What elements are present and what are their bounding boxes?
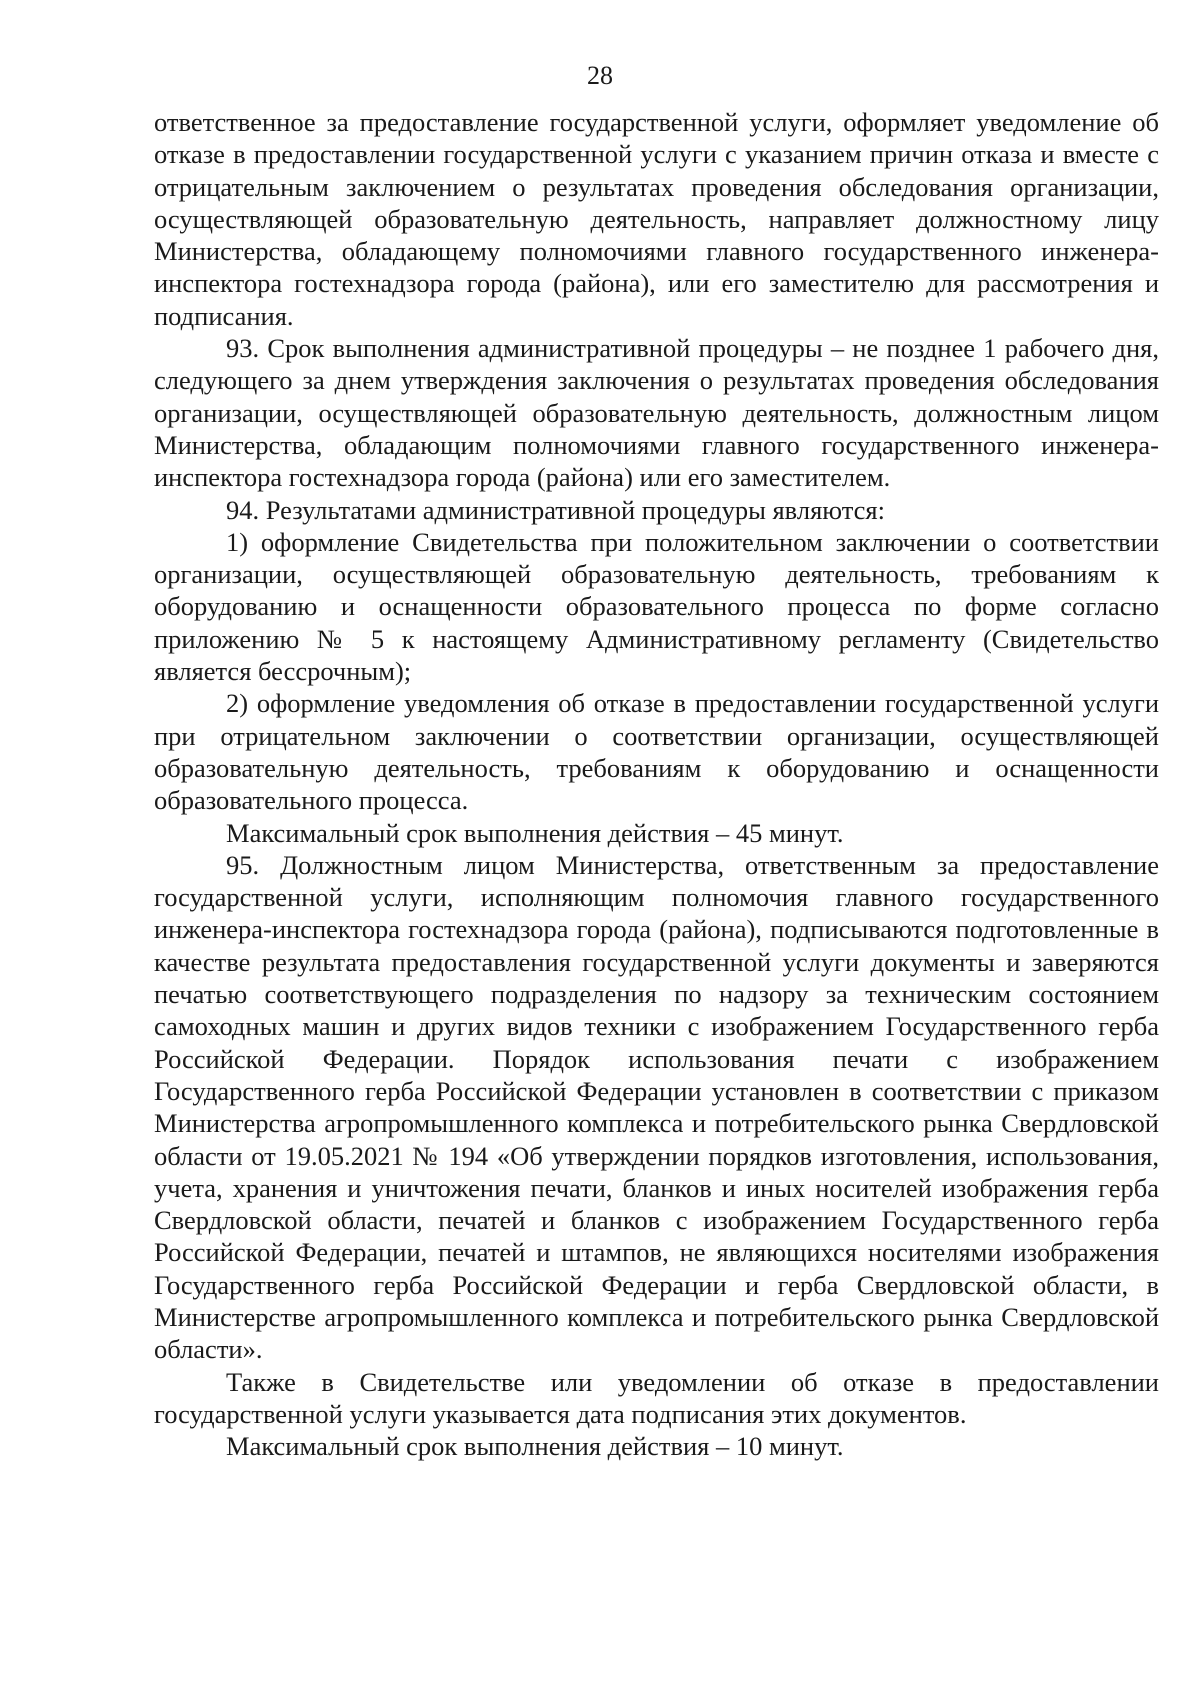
page-number: 28 <box>587 61 613 90</box>
max-duration-10: Максимальный срок выполнения действия – 10 минут. <box>226 1431 844 1462</box>
paragraph-93: 93. Срок выполнения административной процедуры – не позднее 1 рабочего дня, следующего за днем утверждения заключения о результатах проведения обследования организации, осуществляющей образовательную деятельность, должностным лицом Министерства, обладающим полномочиями главного государственного инженера-инспектора гостехнадзора города (района) или его заместителем. <box>154 333 1159 493</box>
list-item-2: 2) оформление уведомления об отказе в предоставлении государственной услуги при отрицательном заключении о соответствии организации, осуществляющей образовательную деятельность, требованиям к оборудованию и оснащенности образовательного процесса. <box>154 688 1159 816</box>
document-body <box>154 106 1159 1462</box>
max-duration-45: Максимальный срок выполнения действия – 45 минут. <box>226 817 844 848</box>
paragraph-94: 94. Результатами административной процедуры являются: <box>226 494 885 525</box>
paragraph-95: 95. Должностным лицом Министерства, ответственным за предоставление государственной услуги, исполняющим полномочия главного государственного инженера-инспектора гостехнадзора города (района), подписываются подготовленные в качестве результата предоставления государственной услуги документы и заверяются печатью соответствующего подразделения по надзору за техническим состоянием самоходных машин и других видов техники с изображением Государственного герба Российской Федерации. Порядок использования печати с изображением Государственного герба Российской Федерации установлен в соответствии с приказом Министерства агропромышленного комплекса и потребительского рынка Свердловской области от 19.05.2021 № 194 «Об утверждении порядков изготовления, использования, учета, хранения и уничтожения печати, бланков и иных носителей изображения герба Свердловской области, печатей и бланков с изображением Государственного герба Российской Федерации, печатей и штампов, не являющихся носителями изображения Государственного герба Российской Федерации и герба Свердловской области, в Министерстве агропромышленного комплекса и потребительского рынка Свердловской области». <box>154 849 1159 1365</box>
list-item-1: 1) оформление Свидетельства при положительном заключении о соответствии организации, осуществляющей образовательную деятельность, требованиям к оборудованию и оснащенности образовательного процесса по форме согласно приложению № 5 к настоящему Административному регламенту (Свидетельство является бессрочным); <box>154 526 1159 687</box>
paragraph-signing-date: Также в Свидетельстве или уведомлении об отказе в предоставлении государственной услуги указывается дата подписания этих документов. <box>154 1366 1159 1429</box>
paragraph-continuation: ответственное за предоставление государственной услуги, оформляет уведомление об отказе в предоставлении государственной услуги с указанием причин отказа и вместе с отрицательным заключением о результатах проведения обследования организации, осуществляющей образовательную деятельность, направляет должностному лицу Министерства, обладающему полномочиями главного государственного инженера-инспектора гостехнадзора города (района), или его заместителю для рассмотрения и подписания. <box>154 107 1159 331</box>
